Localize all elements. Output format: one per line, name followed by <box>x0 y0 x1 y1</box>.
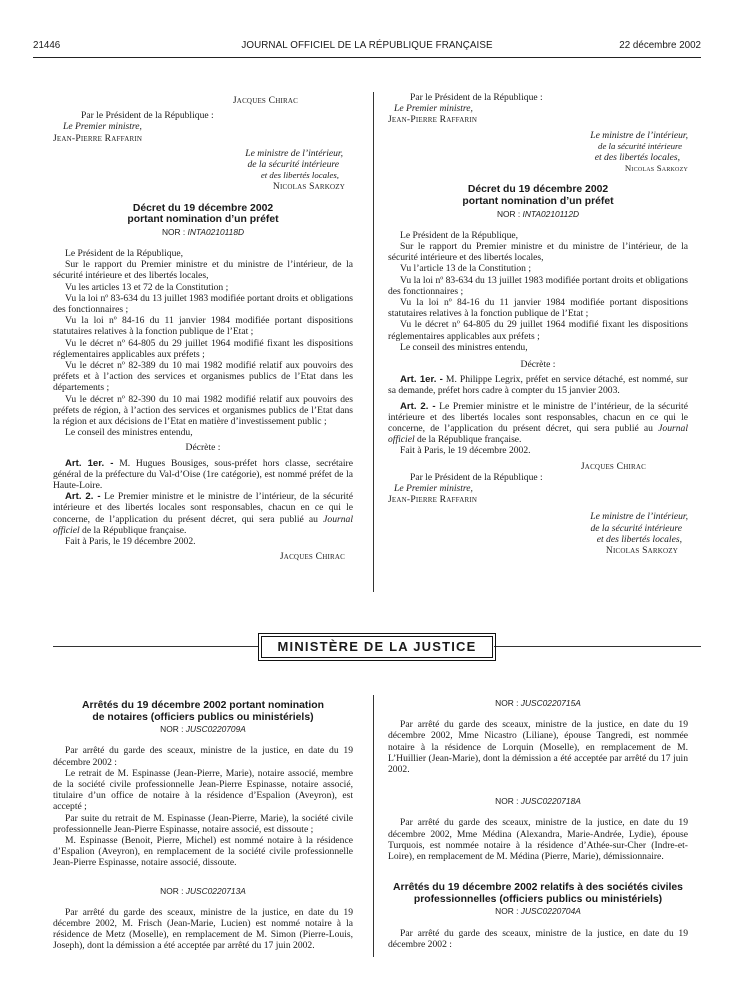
decree-title-line-2: portant nomination d’un préfet <box>462 196 614 208</box>
column-divider-top <box>373 92 374 592</box>
decree-paragraph: Vu les articles 13 et 72 de la Constitution ; <box>65 281 229 293</box>
bottom-right-column <box>388 697 688 950</box>
nor-reference: NOR : JUSC0220718A <box>495 796 581 807</box>
minister-line-3: et des libertés locales, <box>594 152 680 164</box>
minister-name: Nicolas Sarkozy <box>272 181 345 193</box>
arretes-scp-title-line-1: Arrêtés du 19 décembre 2002 relatifs à des sociétés civiles <box>393 882 683 894</box>
top-left-column <box>53 95 353 563</box>
arrete-paragraph: Le retrait de M. Espinasse (Jean-Pierre, Marie), notaire associé, membre de la société civile professionnelle Jean-Pierre Espinasse, notaire associé, titulaire d’un office de notaire à la résidence d’Espalion (Aveyron), est accepté ; <box>53 767 353 813</box>
premier-ministre-name: Jean-Pierre Raffarin <box>388 114 478 126</box>
decree-title-line-1: Décret du 19 décembre 2002 <box>467 184 609 196</box>
arrete-paragraph: Par arrêté du garde des sceaux, ministre de la justice, en date du 19 décembre 2002 : <box>53 745 353 768</box>
nor-code: JUSC0220704A <box>520 906 581 917</box>
decree-paragraph: Le Président de la République, <box>400 229 519 241</box>
banner-rule-right <box>494 646 701 647</box>
banner-rule-left <box>53 646 258 647</box>
signature-president: Jacques Chirac <box>580 460 646 472</box>
journal-title: JOURNAL OFFICIEL DE LA RÉPUBLIQUE FRANÇAISE <box>241 40 493 51</box>
nor-reference: NOR : JUSC0220715A <box>495 698 581 708</box>
minister-line-1: Le ministre de l’intérieur, <box>590 129 688 141</box>
top-right-column <box>388 92 688 556</box>
decree-title-line-1: Décret du 19 décembre 2002 <box>132 202 274 214</box>
fait-a-paris: Fait à Paris, le 19 décembre 2002. <box>400 445 531 457</box>
arretes-title-line-1: Arrêtés du 19 décembre 2002 portant nomination <box>82 700 324 711</box>
minister-line-3: et des libertés locales, <box>260 170 339 181</box>
premier-ministre-title: Le Premier ministre, <box>63 121 142 133</box>
decree-paragraph: Vu la loi nº 83-634 du 13 juillet 1983 modifiée portant droits et obligations des fonctionnaires ; <box>53 292 353 316</box>
minister-line-1: Le ministre de l’intérieur, <box>245 147 343 159</box>
issue-date: 22 décembre 2002 <box>619 40 701 51</box>
header-rule <box>33 57 701 58</box>
nor-code: JUSC0220713A <box>185 885 246 896</box>
article-1: Art. 1er. - M. Hugues Bousiges, sous-préfet hors classe, secrétaire général de la préfecture du Val-d’Oise (1re catégorie), est nommé préfet de la Haute-Loire. <box>53 457 354 492</box>
decrete-label: Décrète : <box>520 359 556 371</box>
minister-line-2b: de la sécurité intérieure <box>590 522 682 534</box>
decrete-label: Décrète : <box>185 442 221 454</box>
decree-paragraph: Sur le rapport du Premier ministre et du ministre de l’intérieur, de la sécurité intérieure et des libertés locales, <box>388 241 688 264</box>
bottom-left-column <box>53 700 353 952</box>
decree-paragraph: Le conseil des ministres entendu, <box>65 427 193 439</box>
nor-reference: NOR : INTA0210118D <box>161 226 245 237</box>
minister-line-1b: Le ministre de l’intérieur, <box>590 511 688 523</box>
minister-name-2: Nicolas Sarkozy <box>605 545 678 557</box>
arrete-paragraph: Par arrêté du garde des sceaux, ministre de la justice, en date du 19 décembre 2002, Mme Nicastro (Liliane), épouse Tangredi, est nommée notaire à la résidence de Lorquin (Moselle), en remplacement de M. L’Huillier (Jean-Marie), dont la démission a été acceptée par arrêté du 17 juin 2002. <box>388 719 688 776</box>
decree-paragraph: Vu la loi nº 84-16 du 11 janvier 1984 modifiée portant dispositions statutaires relatives à la fonction publique de l’Etat ; <box>388 297 688 320</box>
article-1-label: Art. 1er. - <box>400 374 443 386</box>
decree-paragraph: Vu le décret nº 82-390 du 10 mai 1982 modifié relatif aux pouvoirs des préfets de région, à l’action des services et organismes publics de l’Etat dans la région et aux décisions de l’Etat en matière d’investissement public ; <box>53 393 353 428</box>
arretes-scp-title-line-2: professionnelles (officiers publics ou ministériels) <box>413 893 663 905</box>
decree-paragraph: Vu le décret nº 64-805 du 29 juillet 1964 modifié fixant les dispositions réglementaires applicables aux préfets ; <box>388 319 688 342</box>
nor-reference: NOR : JUSC0220709A <box>160 724 246 735</box>
nor-code: JUSC0220709A <box>185 724 246 735</box>
premier-ministre-title: Le Premier ministre, <box>394 103 473 115</box>
arrete-paragraph: Par suite du retrait de M. Espinasse (Jean-Pierre, Marie), la société civile professionnelle Jean-Pierre Espinasse, notaire associé, est dissoute ; <box>53 812 353 835</box>
decree-paragraph: Le Président de la République, <box>65 248 184 260</box>
minister-name: Nicolas Sarkozy <box>624 163 688 174</box>
nor-reference: NOR : JUSC0220713A <box>160 885 246 896</box>
nor-code: INTA0210118D <box>187 226 245 237</box>
premier-ministre-title-2: Le Premier ministre, <box>394 483 473 495</box>
arretes-title-line-2: de notaires (officiers publics ou ministériels) <box>92 711 314 723</box>
nor-reference: NOR : INTA0210112D <box>496 208 580 219</box>
decree-title-line-2: portant nomination d’un préfet <box>127 214 279 226</box>
decree-paragraph: Vu le décret nº 82-389 du 10 mai 1982 modifié relatif aux pouvoirs des préfets et à l’action des services et organismes publics de l’Etat dans les départements ; <box>53 360 353 394</box>
article-1-label: Art. 1er. - <box>65 457 114 469</box>
arrete-paragraph: Par arrêté du garde des sceaux, ministre de la justice, en date du 19 décembre 2002, M. Frisch (Jean-Marie, Lucien) est nommé notaire à la résidence de Metz (Moselle), en remplacement de M. Simon (Pierre-Louis, Joseph), dont la démission a été acceptée par arrêté du 17 juin 2002. <box>53 906 353 952</box>
decree-paragraph: Sur le rapport du Premier ministre et du ministre de l’intérieur, de la sécurité intérieure et des libertés locales, <box>53 259 353 282</box>
article-2: Art. 2. - Le Premier ministre et le ministre de l’intérieur, de la sécurité intérieure et des libertés locales sont responsables, chacun en ce qui le concerne, de l’application du présent décret, qui sera publié au Journal officiel de la République française. <box>388 400 688 446</box>
premier-ministre-name: Jean-Pierre Raffarin <box>53 132 143 144</box>
article-1: Art. 1er. - M. Philippe Legrix, préfet en service détaché, est nommé, sur sa demande, préfet hors cadre à compter du 15 janvier 2003. <box>388 374 688 397</box>
minister-line-2: de la sécurité intérieure <box>598 140 682 151</box>
decree-paragraph: Vu l’article 13 de la Constitution ; <box>400 263 532 275</box>
article-2-label: Art. 2. - <box>400 400 436 412</box>
ministry-banner <box>258 633 496 661</box>
minister-line-3b: et des libertés locales, <box>596 533 682 545</box>
minister-line-2: de la sécurité intérieure <box>247 159 339 171</box>
par-le-president: Par le Président de la République : <box>81 110 214 122</box>
par-le-president: Par le Président de la République : <box>410 92 543 103</box>
column-divider-bottom <box>373 695 374 957</box>
decree-paragraph: Vu le décret nº 64-805 du 29 juillet 1964 modifié fixant les dispositions réglementaires applicables aux préfets ; <box>53 337 353 360</box>
arrete-paragraph: Par arrêté du garde des sceaux, ministre de la justice, en date du 19 décembre 2002, Mme Médina (Alexandra, Marie-Andrée, Lydie), épouse Turquois, est nommée notaire à la résidence d’Athée-sur-Cher (Indre-et-Loire), en remplacement de M. Médina (Pierre, Marie), démissionnaire. <box>388 817 688 863</box>
par-le-president-2: Par le Président de la République : <box>410 471 543 483</box>
page-header <box>33 40 701 54</box>
arrete-paragraph: M. Espinasse (Benoit, Pierre, Michel) est nommé notaire à la résidence d’Espalion (Aveyron), en remplacement de la société civile professionnelle Jean-Pierre Espinasse, notaire associé, dissoute. <box>53 835 353 869</box>
article-2-label: Art. 2. - <box>65 491 101 503</box>
premier-ministre-name-2: Jean-Pierre Raffarin <box>388 494 478 506</box>
arrete-paragraph: Par arrêté du garde des sceaux, ministre de la justice, en date du 19 décembre 2002 : <box>388 927 688 950</box>
article-2: Art. 2. - Le Premier ministre et le ministre de l’intérieur, de la sécurité intérieure et des libertés locales sont responsables, chacun en ce qui le concerne, de l’application du présent décret, qui sera publié au Journal officiel de la République française. <box>53 491 353 536</box>
fait-a-paris: Fait à Paris, le 19 décembre 2002. <box>65 536 196 548</box>
decree-paragraph: Vu la loi nº 84-16 du 11 janvier 1984 modifiée portant dispositions statutaires relatives à la fonction publique de l’Etat ; <box>53 315 353 338</box>
nor-code: JUSC0220718A <box>520 796 581 807</box>
page-number: 21446 <box>33 40 61 51</box>
nor-reference: NOR : JUSC0220704A <box>495 906 581 917</box>
nor-code: INTA0210112D <box>522 208 580 219</box>
ministry-banner-label: MINISTÈRE DE LA JUSTICE <box>261 636 493 658</box>
decree-paragraph: Vu la loi nº 83-634 du 13 juillet 1983 modifiée portant droits et obligations des fonctionnaires ; <box>388 274 688 297</box>
decree-paragraph: Le conseil des ministres entendu, <box>400 341 528 353</box>
signature-president: Jacques Chirac <box>232 95 298 106</box>
signature-president-final: Jacques Chirac <box>279 551 345 563</box>
nor-code: JUSC0220715A <box>520 698 581 708</box>
